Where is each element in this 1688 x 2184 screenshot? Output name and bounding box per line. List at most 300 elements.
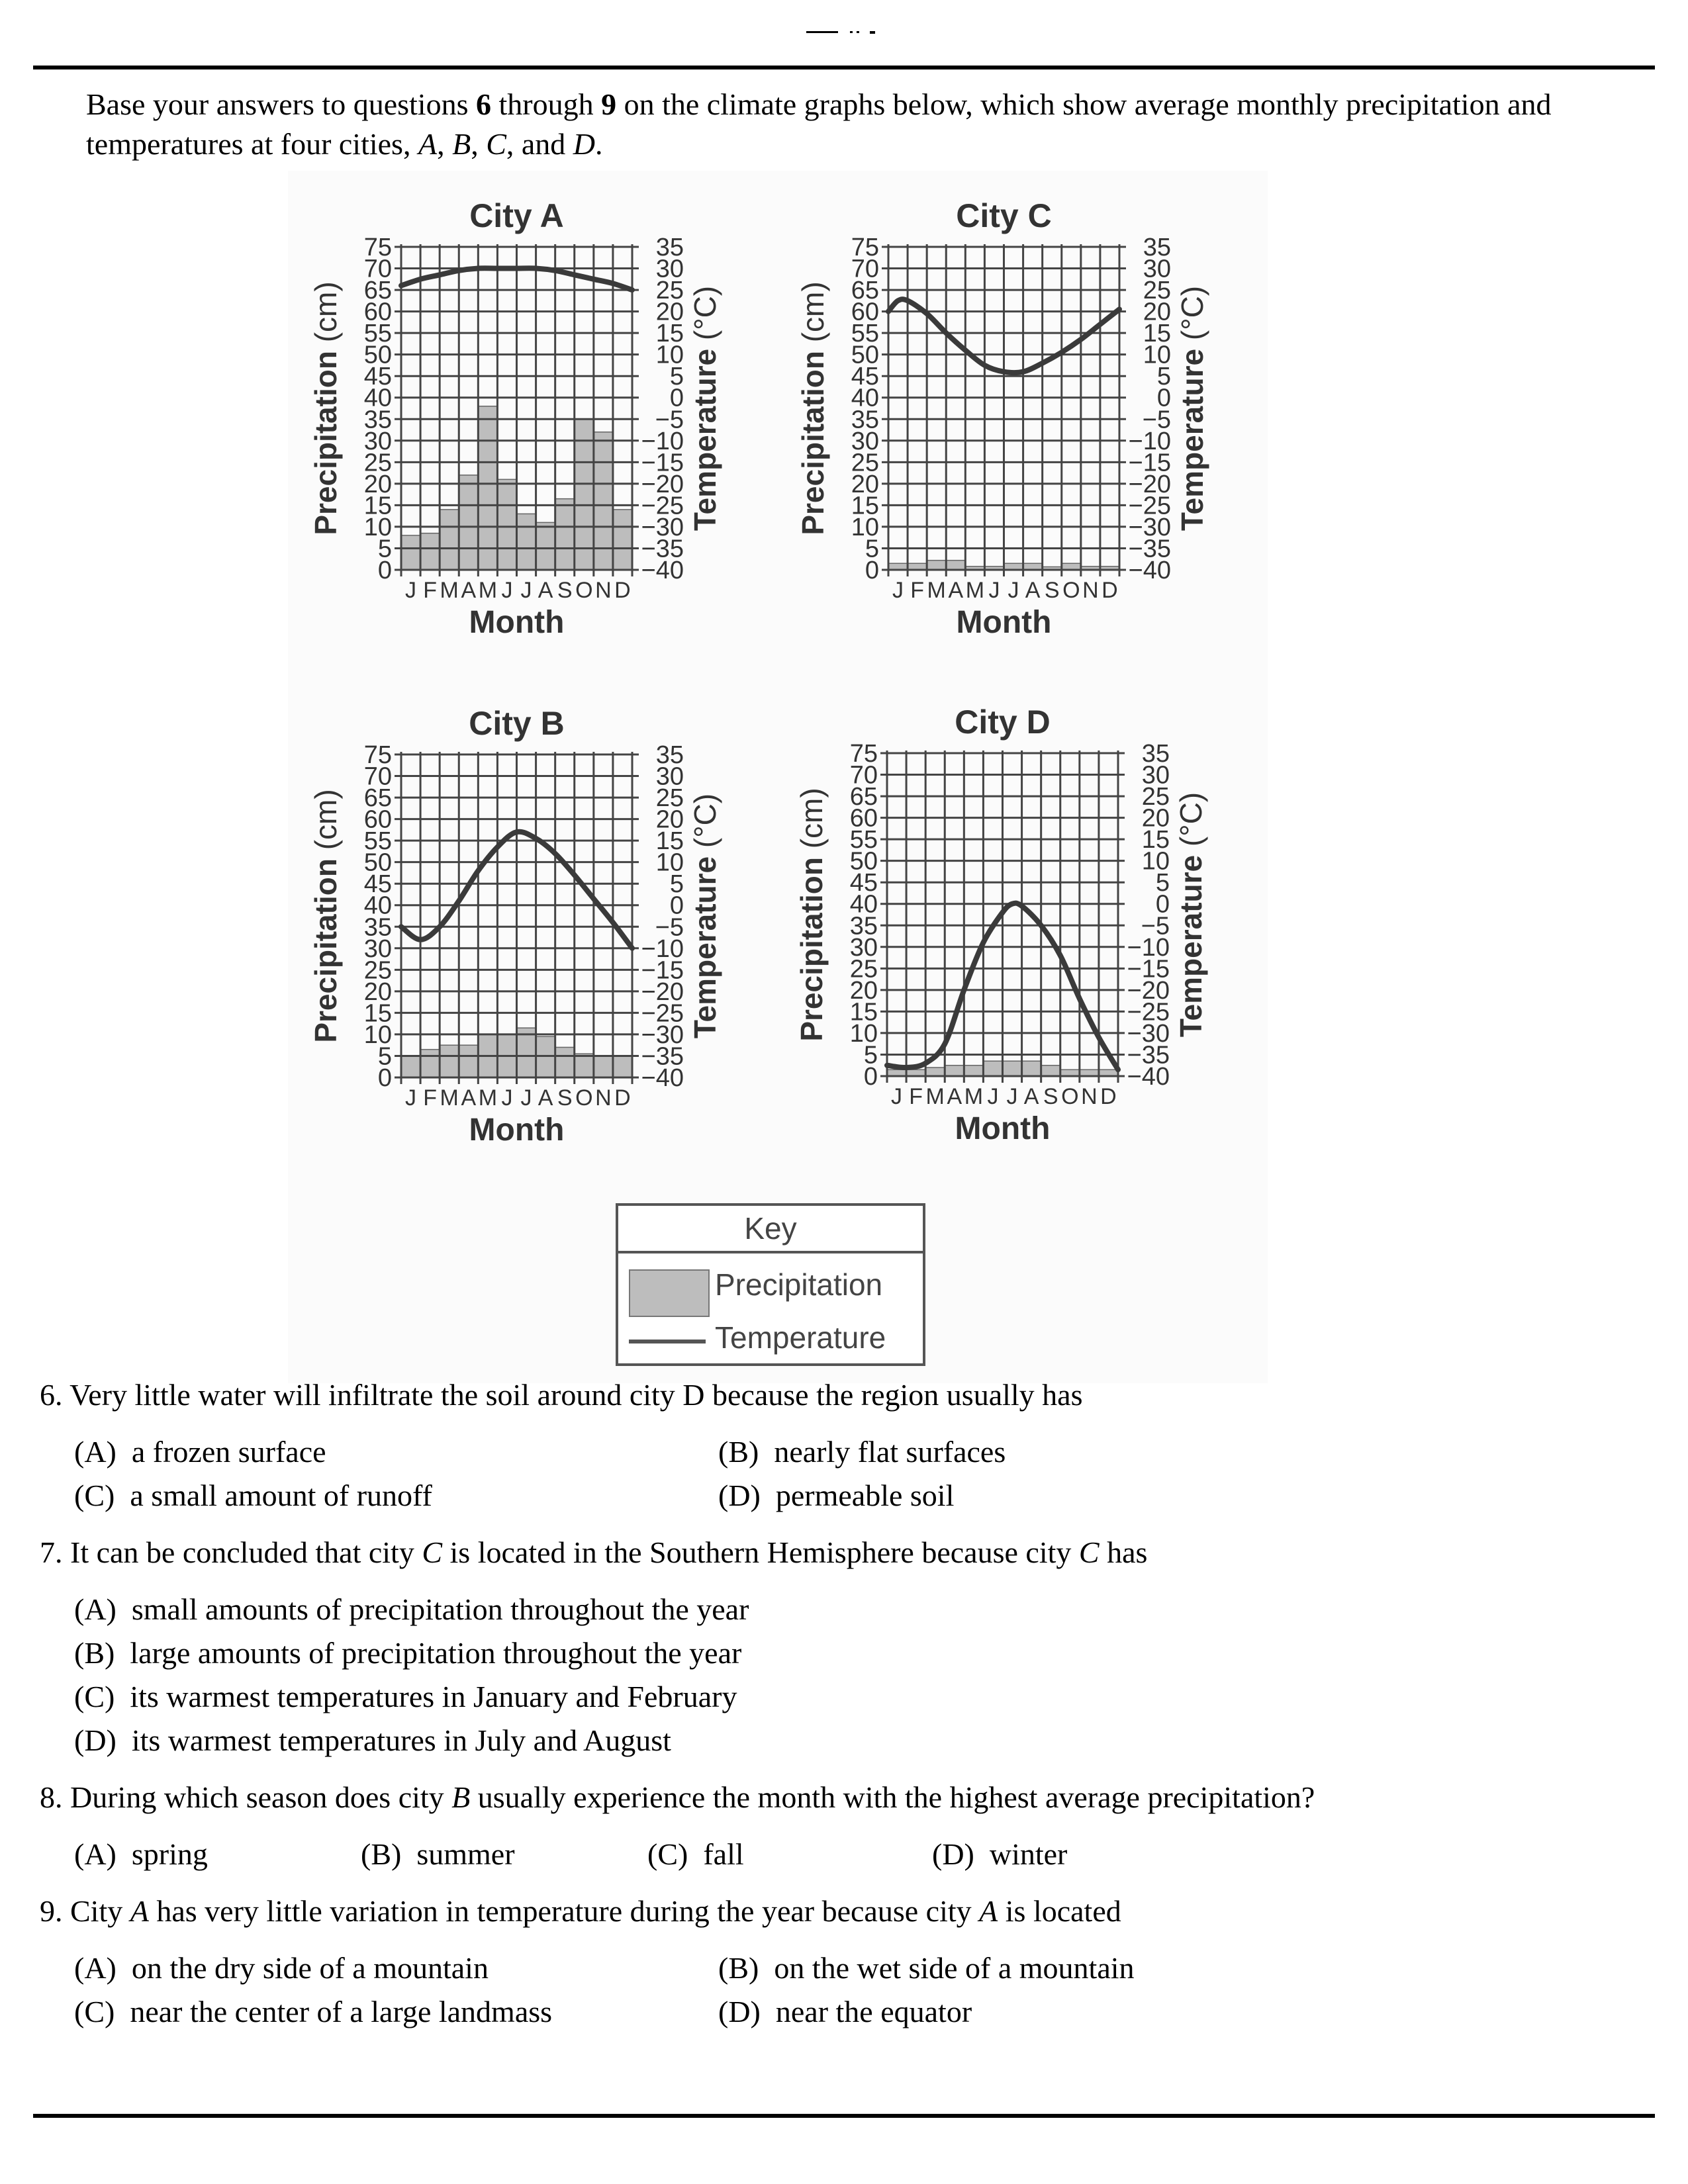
temp-tick-label: −35 — [1128, 535, 1171, 563]
temp-tick-label: 15 — [655, 320, 684, 348]
temp-tick-label: −40 — [1127, 1063, 1170, 1091]
precip-tick-label: 70 — [363, 255, 392, 283]
city-letter: D — [573, 127, 596, 161]
precip-bar-o-10 — [575, 419, 594, 570]
precip-bar-o-10 — [575, 1054, 594, 1077]
temp-tick-label: 10 — [655, 341, 684, 369]
question-stem: has — [1099, 1535, 1148, 1569]
precip-tick-label: 40 — [363, 384, 392, 412]
precip-tick-label: 75 — [363, 234, 392, 261]
precip-tick-label: 60 — [363, 298, 392, 326]
temp-tick-label: 25 — [1143, 277, 1171, 305]
precip-tick-label: 40 — [851, 384, 879, 412]
option-letter: (B) — [718, 1951, 759, 1985]
month-label: F — [423, 578, 438, 603]
precip-tick-label: 20 — [851, 470, 879, 498]
city-letter: B — [451, 1780, 471, 1814]
precip-tick-label: 10 — [849, 1019, 878, 1048]
question-stem: usually experience the month with the highest average precipitation? — [470, 1780, 1315, 1814]
chart-city-a — [302, 187, 745, 646]
option-text: a frozen surface — [131, 1435, 326, 1469]
intro-text: . — [595, 127, 603, 161]
temp-tick-label: −35 — [641, 1042, 684, 1071]
temperature-line-swatch — [629, 1340, 706, 1343]
precip-bar-j-6 — [497, 479, 516, 570]
precip-tick-label: 15 — [363, 492, 392, 520]
precip-bar-d-12 — [613, 510, 632, 570]
x-axis-label: Month — [469, 1113, 565, 1148]
month-label: J — [405, 1085, 417, 1111]
month-label: J — [1008, 578, 1019, 603]
precip-tick-label: 0 — [377, 557, 392, 584]
y-axis-label-right: Temperature (°C) — [1174, 792, 1208, 1038]
precip-tick-label: 0 — [863, 1063, 878, 1091]
temp-tick-label: 15 — [655, 827, 684, 856]
q8-option-c[interactable] — [647, 1836, 744, 1873]
city-letter: A — [418, 127, 438, 161]
precip-bar-f-2 — [420, 1050, 440, 1077]
month-label: N — [1081, 1084, 1098, 1109]
y-axis-label-left: Precipitation (cm) — [796, 281, 830, 535]
intro-paragraph: Base your answers to questions 6 through 9 on the climate graphs below, which show average monthly precipitation and temperatures at four cities, A, B, C, and D. — [86, 87, 1552, 161]
temp-tick-label: 15 — [1141, 826, 1170, 854]
month-label: M — [478, 578, 498, 603]
q7-option-a[interactable] — [74, 1591, 749, 1628]
month-label: S — [1043, 1084, 1058, 1109]
precip-bar-m-3 — [440, 510, 459, 570]
temp-tick-label: 15 — [1143, 320, 1171, 348]
precip-tick-label: 30 — [363, 934, 392, 963]
temp-tick-label: 5 — [1155, 869, 1170, 897]
temp-tick-label: 0 — [669, 891, 684, 920]
precip-tick-label: 25 — [363, 449, 392, 477]
precip-tick-label: 25 — [849, 955, 878, 983]
precip-tick-label: 5 — [865, 535, 879, 563]
chart-key — [616, 1203, 925, 1366]
precip-tick-label: 35 — [363, 406, 392, 434]
precip-bar-a-4 — [945, 1066, 964, 1076]
q6-option-c[interactable] — [74, 1477, 432, 1514]
month-label: M — [925, 1084, 945, 1109]
precip-tick-label: 40 — [363, 891, 392, 920]
temp-tick-label: −5 — [1141, 912, 1170, 940]
option-text: near the center of a large landmass — [130, 1995, 553, 2028]
option-text: large amounts of precipitation throughout the year — [130, 1636, 742, 1670]
precip-tick-label: 5 — [863, 1041, 878, 1069]
temp-tick-label: −25 — [1128, 492, 1171, 520]
q8-option-d[interactable] — [932, 1836, 1067, 1873]
month-label: M — [965, 578, 985, 603]
precip-bar-m-3 — [925, 1068, 945, 1076]
temp-tick-label: −30 — [1127, 1019, 1170, 1048]
option-letter: (A) — [74, 1592, 117, 1626]
precip-tick-label: 35 — [363, 913, 392, 942]
option-letter: (C) — [74, 1680, 115, 1713]
temp-tick-label: −5 — [655, 406, 684, 434]
month-label: F — [423, 1085, 438, 1111]
month-label: F — [910, 578, 925, 603]
key-precipitation-label: Precipitation — [715, 1267, 883, 1302]
question-number: 7. — [40, 1535, 63, 1569]
temp-tick-label: 25 — [655, 784, 684, 813]
month-label: M — [440, 578, 459, 603]
option-letter: (D) — [932, 1837, 974, 1871]
intro-text: and — [514, 127, 573, 161]
precip-tick-label: 50 — [851, 341, 879, 369]
q7-option-c[interactable] — [74, 1678, 737, 1715]
option-letter: (B) — [718, 1435, 759, 1469]
temp-tick-label: −5 — [1142, 406, 1171, 434]
question-number: 6. — [40, 1378, 63, 1412]
temp-tick-label: 30 — [655, 762, 684, 791]
temp-tick-label: 35 — [655, 741, 684, 769]
temp-tick-label: −35 — [641, 535, 684, 563]
question-stem: Very little water will infiltrate the soil around city D because the region usually has — [70, 1378, 1083, 1412]
month-label: M — [964, 1084, 984, 1109]
precip-tick-label: 65 — [851, 277, 879, 305]
precip-tick-label: 50 — [363, 848, 392, 877]
temp-tick-label: 0 — [1156, 384, 1171, 412]
month-label: O — [1061, 1084, 1079, 1109]
month-label: S — [557, 578, 573, 603]
month-label: O — [1062, 578, 1080, 603]
q6-option-d[interactable] — [718, 1477, 954, 1514]
precip-tick-label: 20 — [849, 976, 878, 1005]
precip-tick-label: 0 — [865, 557, 879, 584]
y-axis-label-right: Temperature (°C) — [1175, 285, 1209, 531]
month-label: M — [927, 578, 946, 603]
month-label: A — [461, 578, 477, 603]
temp-tick-label: 25 — [655, 277, 684, 305]
precip-tick-label: 70 — [851, 255, 879, 283]
month-label: D — [614, 1085, 631, 1111]
precip-tick-label: 55 — [849, 826, 878, 854]
month-label: A — [1023, 1084, 1039, 1109]
temp-tick-label: 20 — [655, 298, 684, 326]
temp-tick-label: 25 — [1141, 783, 1170, 811]
option-text: on the dry side of a mountain — [131, 1951, 489, 1985]
option-text: on the wet side of a mountain — [774, 1951, 1135, 1985]
precip-tick-label: 65 — [363, 277, 392, 305]
temp-tick-label: −30 — [1128, 513, 1171, 541]
precip-tick-label: 65 — [363, 784, 392, 813]
key-temperature-label: Temperature — [715, 1320, 886, 1355]
precip-bar-m-5 — [478, 406, 497, 570]
intro-text: on the climate graphs below, which show average monthly precipitation and temperatures at four cities, — [86, 87, 1552, 161]
month-label: A — [948, 578, 964, 603]
month-label: A — [461, 1085, 477, 1111]
temp-tick-label: 30 — [1141, 761, 1170, 790]
question-7 — [40, 1534, 1147, 1571]
precip-bar-a-4 — [459, 1045, 478, 1077]
temp-tick-label: 0 — [669, 384, 684, 412]
precip-tick-label: 20 — [363, 470, 392, 498]
temp-tick-label: −40 — [1128, 557, 1171, 584]
month-label: O — [575, 1085, 593, 1111]
month-label: J — [520, 578, 532, 603]
month-label: N — [595, 1085, 612, 1111]
temp-tick-label: 10 — [1141, 847, 1170, 876]
precip-tick-label: 50 — [363, 341, 392, 369]
option-text: fall — [703, 1837, 744, 1871]
temp-tick-label: −25 — [641, 999, 684, 1028]
chart-city-c — [789, 187, 1232, 646]
month-label: J — [405, 578, 417, 603]
question-stem: has very little variation in temperature during the year because city — [148, 1894, 980, 1928]
y-axis-label-left: Precipitation (cm) — [308, 281, 343, 535]
precip-bar-j-1 — [401, 1056, 420, 1077]
city-letter: C — [1078, 1535, 1100, 1569]
precip-tick-label: 30 — [363, 427, 392, 455]
temp-tick-label: 20 — [1141, 804, 1170, 833]
option-text: small amounts of precipitation throughout the year — [131, 1592, 749, 1626]
temp-tick-label: −10 — [1127, 933, 1170, 962]
precip-bar-j-6 — [983, 1061, 1002, 1076]
precip-bar-j-7 — [1003, 1061, 1022, 1076]
precip-tick-label: 55 — [363, 320, 392, 348]
precip-bar-s-9 — [555, 1047, 575, 1077]
precip-tick-label: 30 — [849, 933, 878, 962]
clipped-header-fragment — [806, 30, 879, 34]
temp-tick-label: −40 — [641, 557, 684, 584]
option-letter: (D) — [718, 1995, 761, 2028]
month-label: A — [947, 1084, 962, 1109]
month-label: N — [595, 578, 612, 603]
option-text: near the equator — [775, 1995, 972, 2028]
temp-tick-label: −15 — [1127, 955, 1170, 983]
temp-tick-label: −15 — [641, 449, 684, 477]
precip-tick-label: 50 — [849, 847, 878, 876]
precip-tick-label: 55 — [851, 320, 879, 348]
q6-option-a[interactable] — [74, 1433, 326, 1471]
month-label: D — [1102, 578, 1118, 603]
option-letter: (B) — [361, 1837, 402, 1871]
month-label: J — [520, 1085, 532, 1111]
month-label: O — [575, 578, 593, 603]
precip-tick-label: 20 — [363, 978, 392, 1006]
precip-tick-label: 15 — [849, 998, 878, 1026]
precip-tick-label: 45 — [849, 869, 878, 897]
question-number: 8. — [40, 1780, 63, 1814]
y-axis-label-right: Temperature (°C) — [688, 793, 722, 1039]
option-letter: (D) — [74, 1723, 117, 1757]
city-letter: A — [130, 1894, 149, 1928]
month-label: M — [440, 1085, 459, 1111]
x-axis-label: Month — [469, 605, 565, 640]
precip-tick-label: 10 — [363, 513, 392, 541]
precip-tick-label: 75 — [849, 740, 878, 768]
y-axis-label-left: Precipitation (cm) — [308, 789, 343, 1043]
option-letter: (D) — [718, 1479, 761, 1512]
key-title: Key — [618, 1206, 923, 1253]
q9-option-d[interactable] — [718, 1993, 972, 2030]
precip-tick-label: 55 — [363, 827, 392, 856]
temp-tick-label: −25 — [1127, 998, 1170, 1026]
precip-bar-f-2 — [420, 533, 440, 570]
temp-tick-label: 10 — [1143, 341, 1171, 369]
question-stem: City — [70, 1894, 130, 1928]
temp-tick-label: 30 — [1143, 255, 1171, 283]
option-letter: (C) — [74, 1479, 115, 1512]
precip-tick-label: 60 — [849, 804, 878, 833]
month-label: J — [988, 578, 1000, 603]
precip-bar-a-4 — [459, 475, 478, 570]
question-8 — [40, 1779, 1315, 1816]
chart-title: City C — [956, 197, 1052, 234]
option-letter: (B) — [74, 1636, 115, 1670]
temp-tick-label: 5 — [1156, 363, 1171, 391]
city-letter: B — [452, 127, 471, 161]
option-text: nearly flat surfaces — [774, 1435, 1006, 1469]
question-stem: It can be concluded that city — [70, 1535, 422, 1569]
month-label: A — [1025, 578, 1041, 603]
question-stem: During which season does city — [70, 1780, 452, 1814]
x-axis-label: Month — [956, 605, 1052, 640]
precip-tick-label: 15 — [363, 999, 392, 1028]
question-end-number: 9 — [601, 87, 617, 121]
q7-option-d[interactable] — [74, 1722, 671, 1759]
month-label: J — [987, 1084, 999, 1109]
precip-bar-m-3 — [440, 1045, 459, 1077]
q8-option-b[interactable] — [361, 1836, 515, 1873]
temp-tick-label: −10 — [641, 427, 684, 455]
temp-tick-label: 35 — [1141, 740, 1170, 768]
precip-tick-label: 45 — [851, 363, 879, 391]
x-axis-label: Month — [955, 1111, 1051, 1146]
chart-title: City A — [469, 197, 564, 234]
chart-city-b — [302, 695, 745, 1154]
question-6 — [40, 1377, 1083, 1414]
city-letter: C — [486, 127, 506, 161]
q9-option-c[interactable] — [74, 1993, 552, 2030]
precip-tick-label: 60 — [363, 805, 392, 834]
precip-bar-s-9 — [1041, 1066, 1060, 1076]
option-text: its warmest temperatures in January and February — [130, 1680, 737, 1713]
q6-option-b[interactable] — [718, 1433, 1006, 1471]
temp-tick-label: −10 — [641, 934, 684, 963]
month-label: F — [909, 1084, 923, 1109]
y-axis-label-left: Precipitation (cm) — [794, 788, 829, 1042]
option-letter: (C) — [74, 1995, 115, 2028]
city-letter: C — [422, 1535, 443, 1569]
option-text: winter — [989, 1837, 1068, 1871]
q9-option-b[interactable] — [718, 1950, 1135, 1987]
precip-tick-label: 75 — [363, 741, 392, 769]
temp-tick-label: −20 — [641, 470, 684, 498]
temp-tick-label: −20 — [1128, 470, 1171, 498]
question-start-number: 6 — [475, 87, 491, 121]
intro-text: Base your answers to questions — [86, 87, 476, 121]
q8-option-a[interactable] — [74, 1836, 208, 1873]
precip-bar-s-9 — [555, 499, 575, 570]
precip-tick-label: 5 — [377, 1042, 392, 1071]
precip-tick-label: 70 — [363, 762, 392, 791]
precip-tick-label: 45 — [363, 870, 392, 899]
month-label: N — [1082, 578, 1099, 603]
q7-option-b[interactable] — [74, 1635, 741, 1672]
month-label: J — [501, 1085, 513, 1111]
top-rule — [33, 66, 1655, 69]
month-label: A — [538, 578, 553, 603]
temp-tick-label: −5 — [655, 913, 684, 942]
temp-tick-label: 35 — [1143, 234, 1171, 261]
month-label: M — [478, 1085, 498, 1111]
option-letter: (A) — [74, 1435, 117, 1469]
temp-tick-label: 5 — [669, 363, 684, 391]
precip-bar-a-8 — [1022, 1061, 1041, 1076]
temp-tick-label: 20 — [1143, 298, 1171, 326]
precip-bar-d-12 — [613, 1056, 632, 1077]
precip-tick-label: 60 — [851, 298, 879, 326]
intro-text: through — [491, 87, 602, 121]
precip-tick-label: 45 — [363, 363, 392, 391]
option-text: permeable soil — [775, 1479, 955, 1512]
precip-bar-m-3 — [927, 561, 946, 570]
precip-tick-label: 10 — [363, 1021, 392, 1049]
precip-tick-label: 40 — [849, 890, 878, 919]
question-stem: is located in the Southern Hemisphere because city — [442, 1535, 1079, 1569]
option-text: a small amount of runoff — [130, 1479, 432, 1512]
precip-bar-j-7 — [517, 514, 536, 570]
q9-option-a[interactable] — [74, 1950, 489, 1987]
precip-tick-label: 30 — [851, 427, 879, 455]
temp-tick-label: 5 — [669, 870, 684, 899]
temp-tick-label: −15 — [641, 956, 684, 985]
month-label: J — [501, 578, 513, 603]
temp-tick-label: −25 — [641, 492, 684, 520]
temp-tick-label: −30 — [641, 1021, 684, 1049]
chart-title: City B — [469, 705, 565, 742]
option-text: its warmest temperatures in July and August — [131, 1723, 671, 1757]
option-letter: (A) — [74, 1951, 117, 1985]
precip-tick-label: 65 — [849, 783, 878, 811]
precip-tick-label: 0 — [377, 1064, 392, 1092]
temp-tick-label: −30 — [641, 513, 684, 541]
month-label: J — [891, 1084, 903, 1109]
month-label: J — [1006, 1084, 1018, 1109]
y-axis-label-right: Temperature (°C) — [688, 285, 722, 531]
option-text: spring — [131, 1837, 208, 1871]
precip-bar-n-11 — [594, 1056, 613, 1077]
precip-tick-label: 15 — [851, 492, 879, 520]
question-stem: is located — [998, 1894, 1121, 1928]
temp-tick-label: 0 — [1155, 890, 1170, 919]
precip-tick-label: 75 — [851, 234, 879, 261]
month-label: D — [614, 578, 631, 603]
chart-city-d — [788, 694, 1231, 1152]
option-letter: (C) — [647, 1837, 688, 1871]
temp-tick-label: −40 — [641, 1064, 684, 1092]
temp-tick-label: −20 — [1127, 976, 1170, 1005]
temp-tick-label: −20 — [641, 978, 684, 1006]
temp-tick-label: 20 — [655, 805, 684, 834]
precip-tick-label: 25 — [363, 956, 392, 985]
precipitation-swatch — [629, 1269, 710, 1317]
temp-tick-label: 10 — [655, 848, 684, 877]
precip-tick-label: 25 — [851, 449, 879, 477]
temp-tick-label: −15 — [1128, 449, 1171, 477]
temp-tick-label: −10 — [1128, 427, 1171, 455]
precip-bar-a-8 — [536, 1036, 555, 1077]
precip-tick-label: 35 — [849, 912, 878, 940]
precip-bar-a-8 — [536, 522, 555, 570]
temp-tick-label: −35 — [1127, 1041, 1170, 1069]
precip-tick-label: 10 — [851, 513, 879, 541]
option-letter: (A) — [74, 1837, 117, 1871]
chart-title: City D — [955, 704, 1051, 741]
precip-bar-a-4 — [946, 561, 965, 570]
precip-bar-j-1 — [401, 535, 420, 570]
